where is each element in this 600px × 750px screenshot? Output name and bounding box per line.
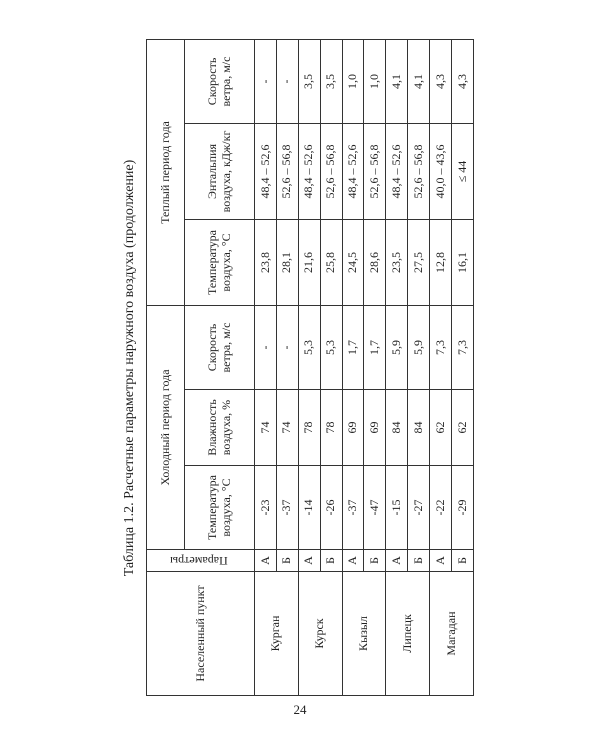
table-row — [255, 39, 277, 695]
cold-temp-cell: -37 — [342, 466, 364, 550]
warm-temp-cell: 21,6 — [298, 219, 320, 305]
city-cell: Курган — [255, 572, 299, 696]
table-row — [430, 39, 452, 695]
header-cold-wind: Скорость ветра, м/с — [185, 305, 255, 389]
page-number: 24 — [293, 702, 307, 717]
cold-temp-cell: -23 — [255, 466, 277, 550]
cold-wind-cell: 7,3 — [430, 305, 452, 389]
cold-temp-cell: -22 — [430, 466, 452, 550]
param-cell: Б — [452, 550, 474, 572]
warm-enthalpy-cell: 52,6 – 56,8 — [364, 123, 386, 219]
table-row — [298, 39, 320, 695]
warm-enthalpy-cell: 52,6 – 56,8 — [276, 123, 298, 219]
warm-wind-cell: 4,3 — [452, 39, 474, 123]
param-cell: Б — [276, 550, 298, 572]
warm-wind-cell: 1,0 — [342, 39, 364, 123]
warm-temp-cell: 28,1 — [276, 219, 298, 305]
param-cell: А — [255, 550, 277, 572]
param-cell: А — [386, 550, 408, 572]
cold-wind-cell: 1,7 — [342, 305, 364, 389]
table-caption: Таблица 1.2. Расчетные параметры наружного воздуха (продолжение) — [122, 159, 137, 577]
warm-temp-cell: 23,5 — [386, 219, 408, 305]
header-warm-period: Теплый период года — [147, 39, 185, 305]
header-params — [147, 550, 255, 572]
warm-enthalpy-cell: 48,4 – 52,6 — [298, 123, 320, 219]
warm-wind-cell: - — [276, 39, 298, 123]
param-cell: Б — [364, 550, 386, 572]
cold-humidity-cell: 78 — [320, 390, 342, 466]
header-cold-period: Холодный период года — [147, 305, 185, 549]
city-cell: Курск — [298, 572, 342, 696]
header-params-text: Параметры — [169, 554, 228, 569]
cold-wind-cell: 5,3 — [320, 305, 342, 389]
city-cell: Кызыл — [342, 572, 386, 696]
param-cell: Б — [408, 550, 430, 572]
param-cell: А — [430, 550, 452, 572]
warm-wind-cell: 4,1 — [386, 39, 408, 123]
header-warm-enthalpy: Энтальпия воздуха, кДж/кг — [185, 123, 255, 219]
cold-wind-cell: 5,9 — [408, 305, 430, 389]
warm-temp-cell: 28,6 — [364, 219, 386, 305]
cold-temp-cell: -37 — [276, 466, 298, 550]
cold-temp-cell: -29 — [452, 466, 474, 550]
city-cell: Липецк — [386, 572, 430, 696]
cold-humidity-cell: 69 — [342, 390, 364, 466]
cold-temp-cell: -14 — [298, 466, 320, 550]
warm-temp-cell: 25,8 — [320, 219, 342, 305]
cold-wind-cell: 1,7 — [364, 305, 386, 389]
warm-temp-cell: 24,5 — [342, 219, 364, 305]
cold-wind-cell: 5,3 — [298, 305, 320, 389]
param-cell: А — [298, 550, 320, 572]
cold-humidity-cell: 78 — [298, 390, 320, 466]
cold-humidity-cell: 84 — [386, 390, 408, 466]
warm-wind-cell: 4,3 — [430, 39, 452, 123]
table-row — [342, 39, 364, 695]
header-cold-temp: Температура воздуха, °С — [185, 466, 255, 550]
header-warm-wind: Скорость ветра, м/с — [185, 39, 255, 123]
warm-temp-cell: 27,5 — [408, 219, 430, 305]
warm-enthalpy-cell: 48,4 – 52,6 — [386, 123, 408, 219]
warm-enthalpy-cell: 40,0 – 43,6 — [430, 123, 452, 219]
table-row — [386, 39, 408, 695]
cold-temp-cell: -27 — [408, 466, 430, 550]
warm-wind-cell: 3,5 — [320, 39, 342, 123]
header-warm-temp: Температура воздуха, °С — [185, 219, 255, 305]
warm-wind-cell: 4,1 — [408, 39, 430, 123]
warm-wind-cell: 1,0 — [364, 39, 386, 123]
cold-wind-cell: - — [276, 305, 298, 389]
warm-temp-cell: 16,1 — [452, 219, 474, 305]
cold-temp-cell: -47 — [364, 466, 386, 550]
cold-humidity-cell: 69 — [364, 390, 386, 466]
warm-enthalpy-cell: 52,6 – 56,8 — [320, 123, 342, 219]
cold-temp-cell: -15 — [386, 466, 408, 550]
cold-temp-cell: -26 — [320, 466, 342, 550]
header-cold-humidity: Влажность воздуха, % — [185, 390, 255, 466]
param-cell: Б — [320, 550, 342, 572]
param-cell: А — [342, 550, 364, 572]
city-cell: Магадан — [430, 572, 474, 696]
warm-temp-cell: 23,8 — [255, 219, 277, 305]
rotated-table-container — [146, 40, 474, 696]
cold-humidity-cell: 62 — [452, 390, 474, 466]
cold-humidity-cell: 74 — [276, 390, 298, 466]
warm-wind-cell: - — [255, 39, 277, 123]
warm-enthalpy-cell: 48,4 – 52,6 — [342, 123, 364, 219]
cold-humidity-cell: 74 — [255, 390, 277, 466]
header-city: Населенный пункт — [147, 572, 255, 696]
outdoor-air-parameters-table — [146, 39, 474, 696]
warm-enthalpy-cell: ≤ 44 — [452, 123, 474, 219]
table-wrapper — [146, 40, 474, 696]
warm-wind-cell: 3,5 — [298, 39, 320, 123]
cold-wind-cell: 7,3 — [452, 305, 474, 389]
cold-humidity-cell: 84 — [408, 390, 430, 466]
cold-wind-cell: - — [255, 305, 277, 389]
caption-wrapper — [116, 40, 144, 696]
warm-enthalpy-cell: 52,6 – 56,8 — [408, 123, 430, 219]
cold-humidity-cell: 62 — [430, 390, 452, 466]
cold-wind-cell: 5,9 — [386, 305, 408, 389]
warm-temp-cell: 12,8 — [430, 219, 452, 305]
warm-enthalpy-cell: 48,4 – 52,6 — [255, 123, 277, 219]
